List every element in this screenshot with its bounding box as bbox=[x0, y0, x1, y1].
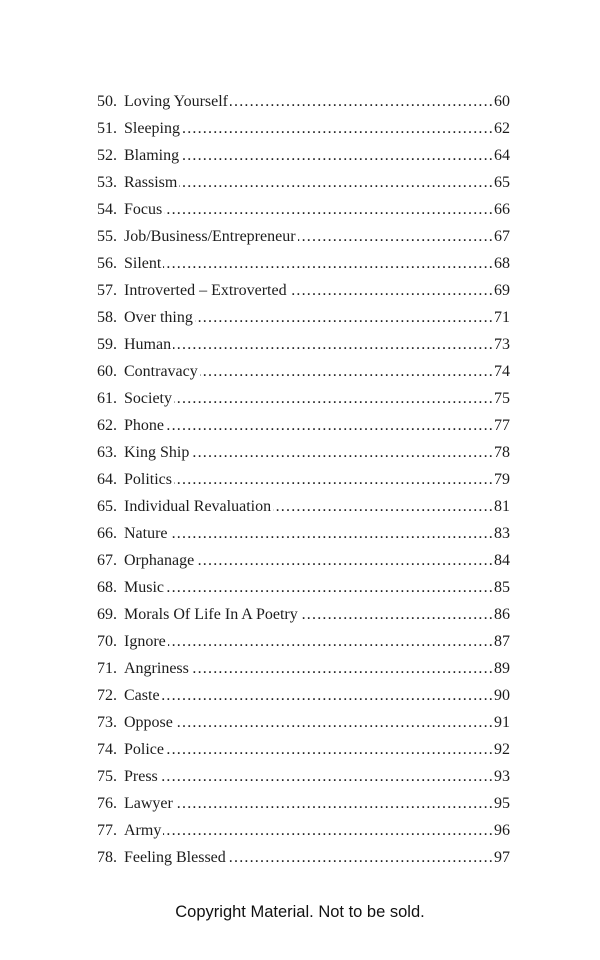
toc-entry bbox=[97, 844, 510, 871]
toc-entry bbox=[97, 331, 510, 358]
toc-entry-number: 61. bbox=[97, 390, 117, 407]
toc-entry-number: 62. bbox=[97, 417, 117, 434]
toc-entry-page: 91 bbox=[494, 714, 510, 731]
toc-entry-title: Feeling Blessed bbox=[124, 849, 226, 866]
toc-entry-page: 68 bbox=[494, 255, 510, 272]
toc-entry bbox=[97, 277, 510, 304]
dot-leader bbox=[162, 682, 494, 709]
toc-entry bbox=[97, 142, 510, 169]
toc-entry-title: Society bbox=[124, 390, 172, 407]
toc-entry-title: Human bbox=[124, 336, 172, 353]
toc-entry-title: Ignore bbox=[124, 633, 166, 650]
toc-entry-title: Loving Yourself bbox=[124, 93, 229, 110]
toc-entry-number: 55. bbox=[97, 228, 117, 245]
toc-entry-title: Politics bbox=[124, 471, 173, 488]
toc-entry-title: Silent bbox=[124, 255, 162, 272]
toc-entry-number: 50. bbox=[97, 93, 117, 110]
toc-entry-page: 71 bbox=[494, 309, 510, 326]
dot-leader bbox=[191, 439, 494, 466]
toc-entry-number: 58. bbox=[97, 309, 117, 326]
toc-entry bbox=[97, 250, 510, 277]
dot-leader bbox=[300, 601, 494, 628]
dot-leader bbox=[175, 790, 494, 817]
dot-leader bbox=[181, 142, 494, 169]
toc-entry bbox=[97, 358, 510, 385]
toc-entry bbox=[97, 466, 510, 493]
toc-entry-page: 60 bbox=[494, 93, 510, 110]
toc-entry bbox=[97, 88, 510, 115]
dot-leader bbox=[175, 709, 494, 736]
toc-entry-number: 53. bbox=[97, 174, 117, 191]
toc-entry bbox=[97, 736, 510, 763]
toc-entry-page: 79 bbox=[494, 471, 510, 488]
toc-entry-page: 66 bbox=[494, 201, 510, 218]
toc-entry-page: 75 bbox=[494, 390, 510, 407]
toc-entry-title: Focus bbox=[124, 201, 163, 218]
toc-entry-title: Music bbox=[124, 579, 164, 596]
toc-entry bbox=[97, 520, 510, 547]
toc-entry-page: 90 bbox=[494, 687, 510, 704]
toc-entry-number: 72. bbox=[97, 687, 117, 704]
toc-entry-number: 63. bbox=[97, 444, 117, 461]
toc-entry-page: 93 bbox=[494, 768, 510, 785]
dot-leader bbox=[173, 331, 494, 358]
toc-entry-number: 52. bbox=[97, 147, 117, 164]
toc-entry-page: 77 bbox=[494, 417, 510, 434]
toc-entry bbox=[97, 682, 510, 709]
toc-entry-title: Oppose bbox=[124, 714, 173, 731]
toc-entry-page: 89 bbox=[494, 660, 510, 677]
toc-entry-title: Orphanage bbox=[124, 552, 195, 569]
toc-entry-number: 57. bbox=[97, 282, 117, 299]
dot-leader bbox=[164, 196, 494, 223]
toc-entry-page: 97 bbox=[494, 849, 510, 866]
toc-entry-title: Introverted – Extroverted bbox=[124, 282, 287, 299]
toc-entry-title: Angriness bbox=[124, 660, 189, 677]
toc-entry-title: King Ship bbox=[124, 444, 190, 461]
toc-entry bbox=[97, 115, 510, 142]
dot-leader bbox=[174, 385, 494, 412]
dot-leader bbox=[289, 277, 494, 304]
toc-entry-title: Individual Revaluation bbox=[124, 498, 272, 515]
copyright-notice: Copyright Material. Not to be sold. bbox=[175, 903, 425, 921]
toc-entry-page: 84 bbox=[494, 552, 510, 569]
toc-entry-page: 64 bbox=[494, 147, 510, 164]
toc-entry bbox=[97, 763, 510, 790]
dot-leader bbox=[230, 88, 494, 115]
toc-entry-title: Lawyer bbox=[124, 795, 173, 812]
toc-entry-number: 68. bbox=[97, 579, 117, 596]
toc-entry-number: 73. bbox=[97, 714, 117, 731]
dot-leader bbox=[195, 304, 494, 331]
toc-entry-title: Morals Of Life In A Poetry bbox=[124, 606, 298, 623]
toc-entry bbox=[97, 790, 510, 817]
toc-entry bbox=[97, 223, 510, 250]
dot-leader bbox=[160, 763, 494, 790]
toc-entry-page: 86 bbox=[494, 606, 510, 623]
toc-entry-title: Press bbox=[124, 768, 158, 785]
toc-entry-number: 64. bbox=[97, 471, 117, 488]
toc-entry bbox=[97, 601, 510, 628]
toc-entry-number: 67. bbox=[97, 552, 117, 569]
toc-entry-number: 78. bbox=[97, 849, 117, 866]
toc-entry-title: Blaming bbox=[124, 147, 180, 164]
dot-leader bbox=[200, 358, 494, 385]
toc-entry bbox=[97, 439, 510, 466]
toc-entry-number: 56. bbox=[97, 255, 117, 272]
dot-leader bbox=[196, 547, 494, 574]
toc-entry-title: Job/Business/Entrepreneur bbox=[124, 228, 296, 245]
toc-entry bbox=[97, 655, 510, 682]
toc-entry-number: 75. bbox=[97, 768, 117, 785]
toc-entry bbox=[97, 547, 510, 574]
toc-entry bbox=[97, 385, 510, 412]
toc-entry-number: 51. bbox=[97, 120, 117, 137]
dot-leader bbox=[182, 115, 494, 142]
toc-entry-title: Army bbox=[124, 822, 162, 839]
toc-entry bbox=[97, 169, 510, 196]
toc-entry bbox=[97, 304, 510, 331]
toc-entry-number: 74. bbox=[97, 741, 117, 758]
toc-entry-number: 76. bbox=[97, 795, 117, 812]
toc-entry-page: 96 bbox=[494, 822, 510, 839]
dot-leader bbox=[298, 223, 494, 250]
toc-entry-number: 70. bbox=[97, 633, 117, 650]
toc-entry bbox=[97, 574, 510, 601]
toc-entry-number: 77. bbox=[97, 822, 117, 839]
toc-entry bbox=[97, 817, 510, 844]
toc-entry-title: Contravacy bbox=[124, 363, 198, 380]
toc-entry-page: 83 bbox=[494, 525, 510, 542]
toc-entry-number: 65. bbox=[97, 498, 117, 515]
dot-leader bbox=[166, 736, 494, 763]
toc-entry-title: Rassism bbox=[124, 174, 178, 191]
toc-entry-title: Phone bbox=[124, 417, 164, 434]
toc-entry-page: 67 bbox=[494, 228, 510, 245]
toc-entry bbox=[97, 709, 510, 736]
toc-entry bbox=[97, 196, 510, 223]
toc-entry bbox=[97, 412, 510, 439]
toc-entry-number: 71. bbox=[97, 660, 117, 677]
toc-entry-page: 81 bbox=[494, 498, 510, 515]
toc-entry bbox=[97, 493, 510, 520]
toc-entry-number: 66. bbox=[97, 525, 117, 542]
toc-entry-page: 65 bbox=[494, 174, 510, 191]
dot-leader bbox=[170, 520, 494, 547]
dot-leader bbox=[163, 817, 494, 844]
toc-entry-page: 85 bbox=[494, 579, 510, 596]
toc-entry-title: Over thing bbox=[124, 309, 193, 326]
dot-leader bbox=[168, 628, 494, 655]
dot-leader bbox=[273, 493, 494, 520]
toc-entry-page: 87 bbox=[494, 633, 510, 650]
toc-entry-title: Sleeping bbox=[124, 120, 180, 137]
dot-leader bbox=[174, 466, 494, 493]
toc-entry-page: 62 bbox=[494, 120, 510, 137]
dot-leader bbox=[163, 250, 494, 277]
toc-entry-number: 69. bbox=[97, 606, 117, 623]
toc-entry-page: 69 bbox=[494, 282, 510, 299]
toc-list bbox=[97, 88, 510, 871]
toc-entry-title: Caste bbox=[124, 687, 160, 704]
dot-leader bbox=[166, 574, 494, 601]
toc-entry-number: 59. bbox=[97, 336, 117, 353]
toc-entry-page: 92 bbox=[494, 741, 510, 758]
dot-leader bbox=[191, 655, 494, 682]
toc-entry-page: 95 bbox=[494, 795, 510, 812]
toc-entry-number: 54. bbox=[97, 201, 117, 218]
dot-leader bbox=[228, 844, 494, 871]
toc-entry-title: Police bbox=[124, 741, 164, 758]
toc-entry-number: 60. bbox=[97, 363, 117, 380]
toc-entry-page: 73 bbox=[494, 336, 510, 353]
dot-leader bbox=[179, 169, 494, 196]
toc-entry bbox=[97, 628, 510, 655]
toc-entry-page: 74 bbox=[494, 363, 510, 380]
dot-leader bbox=[166, 412, 494, 439]
toc-entry-title: Nature bbox=[124, 525, 168, 542]
toc-entry-page: 78 bbox=[494, 444, 510, 461]
